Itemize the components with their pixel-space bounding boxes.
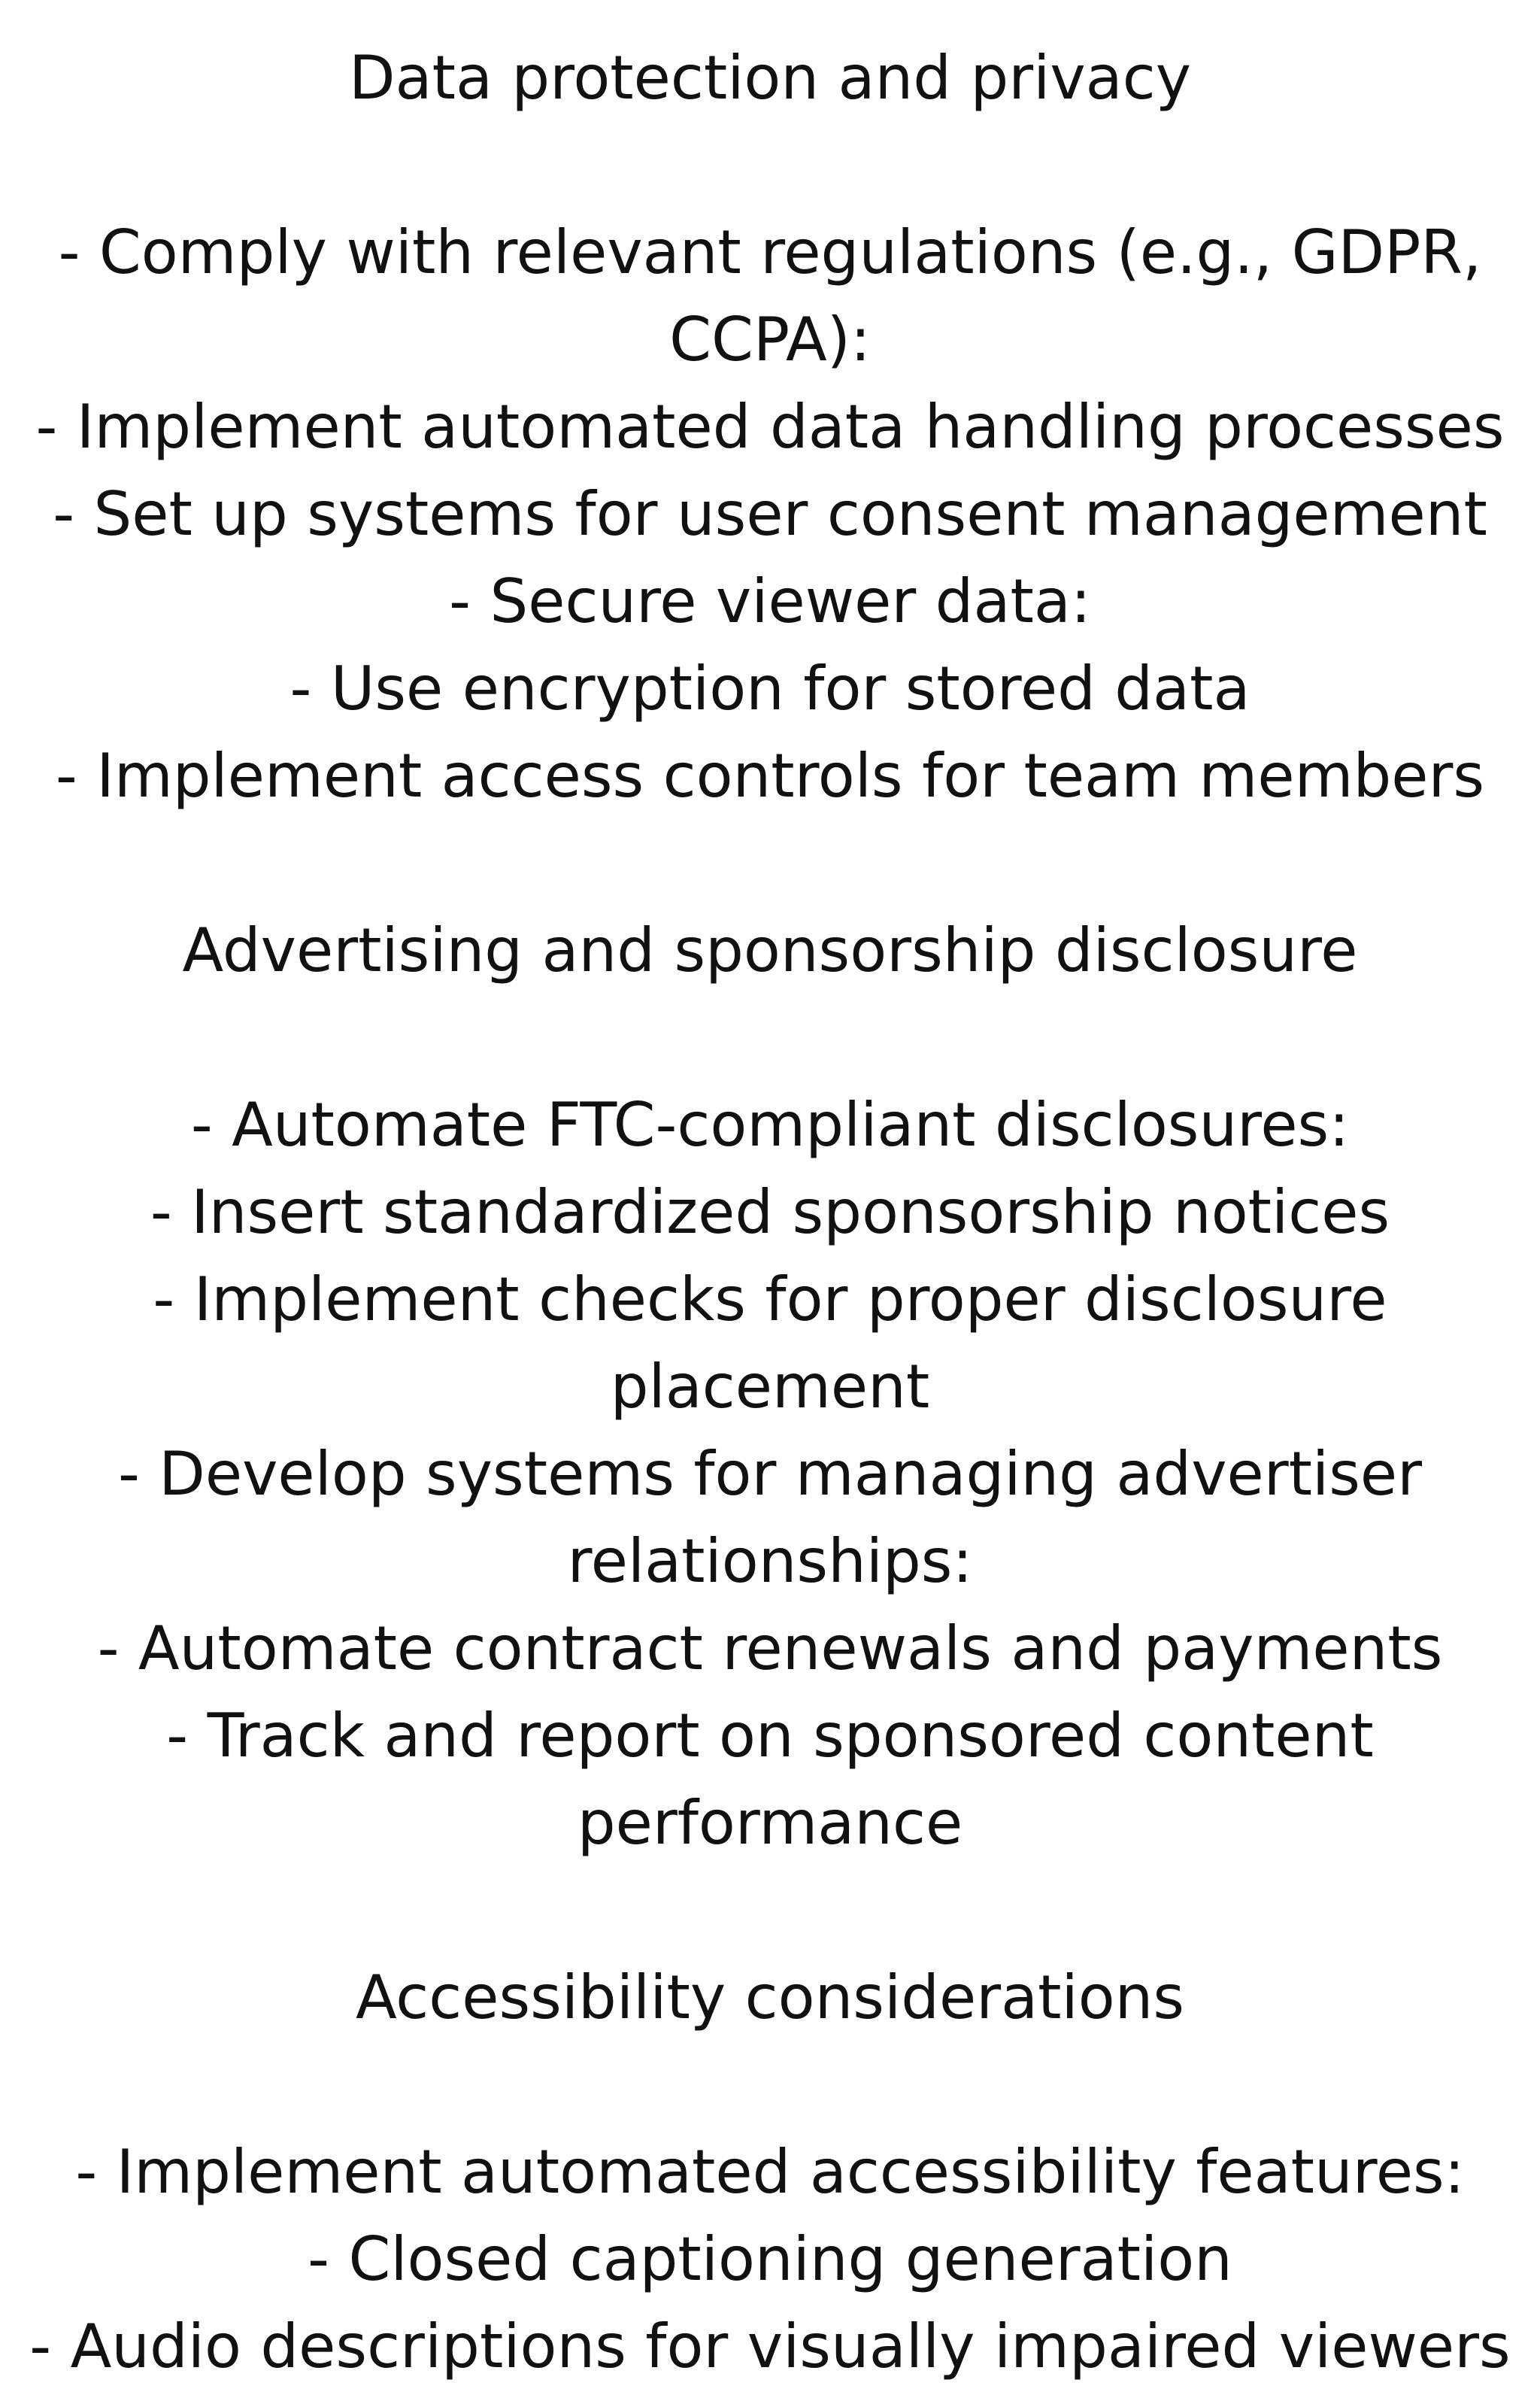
bullet-line: - Develop systems for managing advertiser	[117, 1439, 1423, 1509]
bullet-line: - Insert standardized sponsorship notices	[150, 1177, 1390, 1247]
bullet-line: - Secure viewer data:	[449, 566, 1091, 636]
bullet-line: - Use encryption for stored data	[290, 654, 1250, 724]
bullet-line: - Automate FTC-compliant disclosures:	[190, 1090, 1350, 1160]
bullet-line: relationships:	[567, 1526, 973, 1596]
bullet-line: - Implement automated data handling processes	[35, 392, 1505, 462]
bullet-line: - Automate contract renewals and payments	[97, 1613, 1443, 1683]
bullet-line: - Implement checks for proper disclosure	[153, 1264, 1387, 1334]
section-heading-accessibility: Accessibility considerations	[355, 1962, 1185, 2032]
bullet-line: - Closed captioning generation	[308, 2224, 1232, 2294]
bullet-line: placement	[610, 1352, 930, 1422]
bullet-line: - Set up systems for user consent management	[53, 479, 1487, 549]
bullet-line: - Implement access controls for team members	[55, 741, 1485, 811]
bullet-line: - Comply with relevant regulations (e.g., GDPR,	[58, 217, 1482, 287]
bullet-line: - Implement automated accessibility features:	[75, 2137, 1465, 2207]
bullet-line: - Audio descriptions for visually impaired viewers	[29, 2311, 1511, 2381]
section-heading-data-protection: Data protection and privacy	[348, 43, 1192, 113]
bullet-line: performance	[577, 1788, 963, 1858]
section-heading-advertising: Advertising and sponsorship disclosure	[182, 915, 1358, 985]
bullet-line: - Track and report on sponsored content	[166, 1701, 1374, 1771]
bullet-line: CCPA):	[669, 305, 871, 375]
